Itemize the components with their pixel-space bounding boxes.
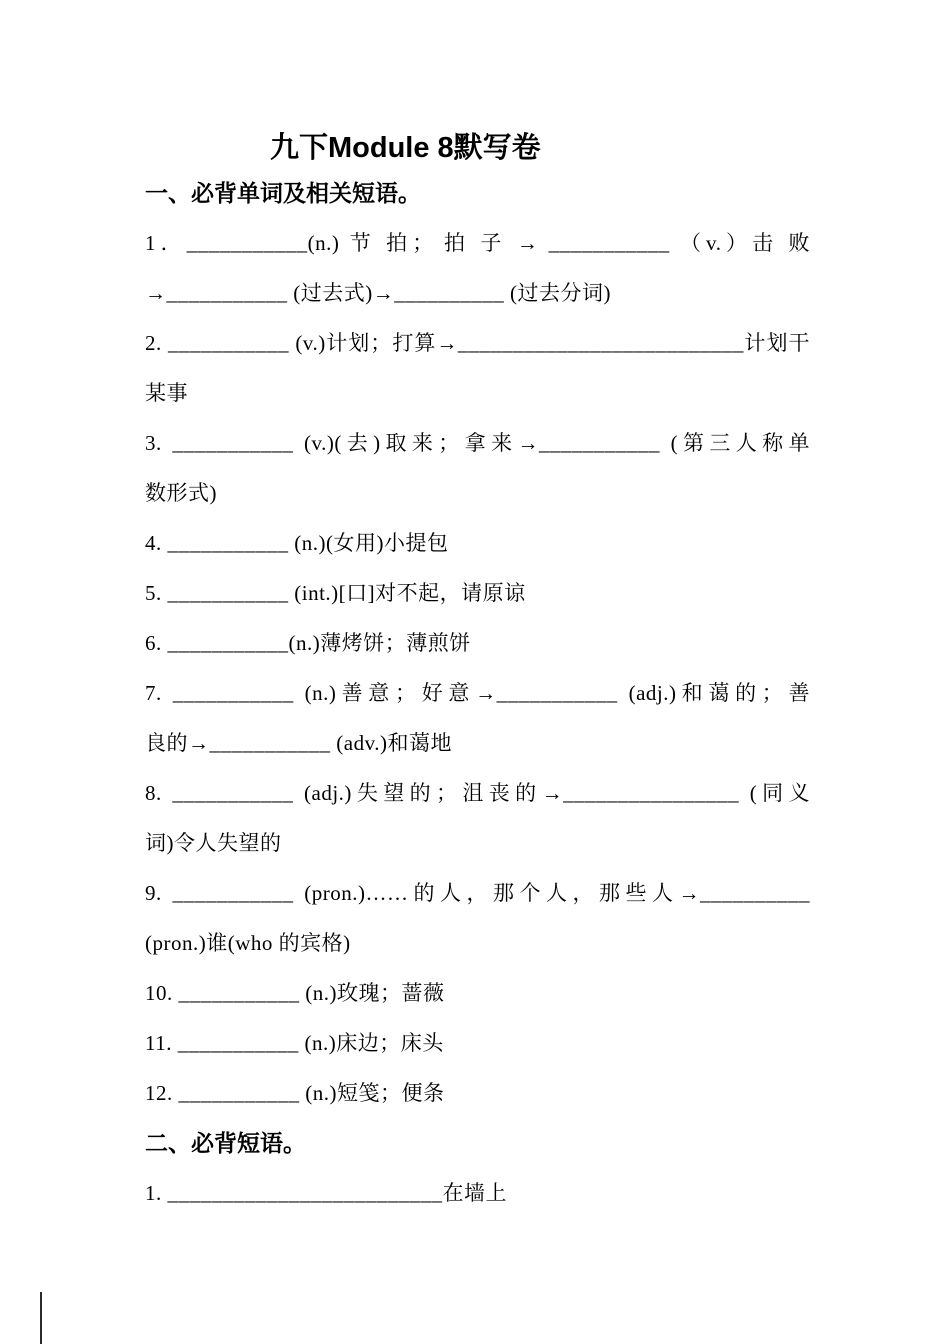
list-item [145, 518, 810, 568]
list-item [145, 418, 810, 518]
list-item [145, 668, 810, 768]
list-item [145, 618, 810, 668]
section1-list [145, 218, 810, 1118]
section2-heading: 二、必背短语。 [145, 1130, 306, 1156]
section1-heading: 一、必背单词及相关短语。 [145, 180, 421, 206]
item-line: 6. ___________(n.)薄烤饼；薄煎饼 [145, 631, 471, 655]
item-line: (pron.)谁(who 的宾格) [145, 931, 351, 955]
list-item [145, 1018, 810, 1068]
item-line: 4. ___________ (n.)(女用)小提包 [145, 531, 449, 555]
item-line: →___________ (过去式)→__________ (过去分词) [145, 281, 611, 305]
page-title: 九下Module 8默写卷 [270, 132, 541, 164]
list-item [145, 868, 810, 968]
list-item [145, 218, 810, 318]
list-item [145, 968, 810, 1018]
item-line: 2. ___________ (v.)计划；打算→__________________________计划干 [145, 331, 810, 355]
item-line: 7. ___________ (n.)善意；好意→___________ (adj.)和蔼的；善 [145, 681, 810, 705]
item-line: 1. _________________________在墙上 [145, 1181, 507, 1205]
item-line: 数形式) [145, 481, 217, 505]
list-item [145, 318, 810, 418]
page-edge-mark [40, 1292, 42, 1344]
item-line: 5. ___________ (int.)[口]对不起，请原谅 [145, 581, 526, 605]
section2-list [145, 1168, 810, 1218]
item-line: 3. ___________ (v.)(去)取来；拿来→___________ (第三人称单 [145, 431, 810, 455]
item-line: 10. ___________ (n.)玫瑰；蔷薇 [145, 981, 445, 1005]
list-item [145, 1168, 810, 1218]
item-line: 良的→___________ (adv.)和蔼地 [145, 731, 452, 755]
item-line: 12. ___________ (n.)短笺；便条 [145, 1081, 445, 1105]
item-line: 11. ___________ (n.)床边；床头 [145, 1031, 444, 1055]
item-line: 8. ___________ (adj.)失望的；沮丧的→________________ (同义 [145, 781, 810, 805]
item-line: 9. ___________ (pron.)……的人，那个人，那些人→__________ [145, 881, 810, 905]
list-item [145, 1068, 810, 1118]
list-item [145, 768, 810, 868]
item-line: 词)令人失望的 [145, 831, 282, 855]
item-line: 某事 [145, 381, 188, 405]
list-item [145, 568, 810, 618]
item-line: 1．___________(n.) 节 拍； 拍 子 → ___________ （v.）击 败 [145, 231, 810, 255]
